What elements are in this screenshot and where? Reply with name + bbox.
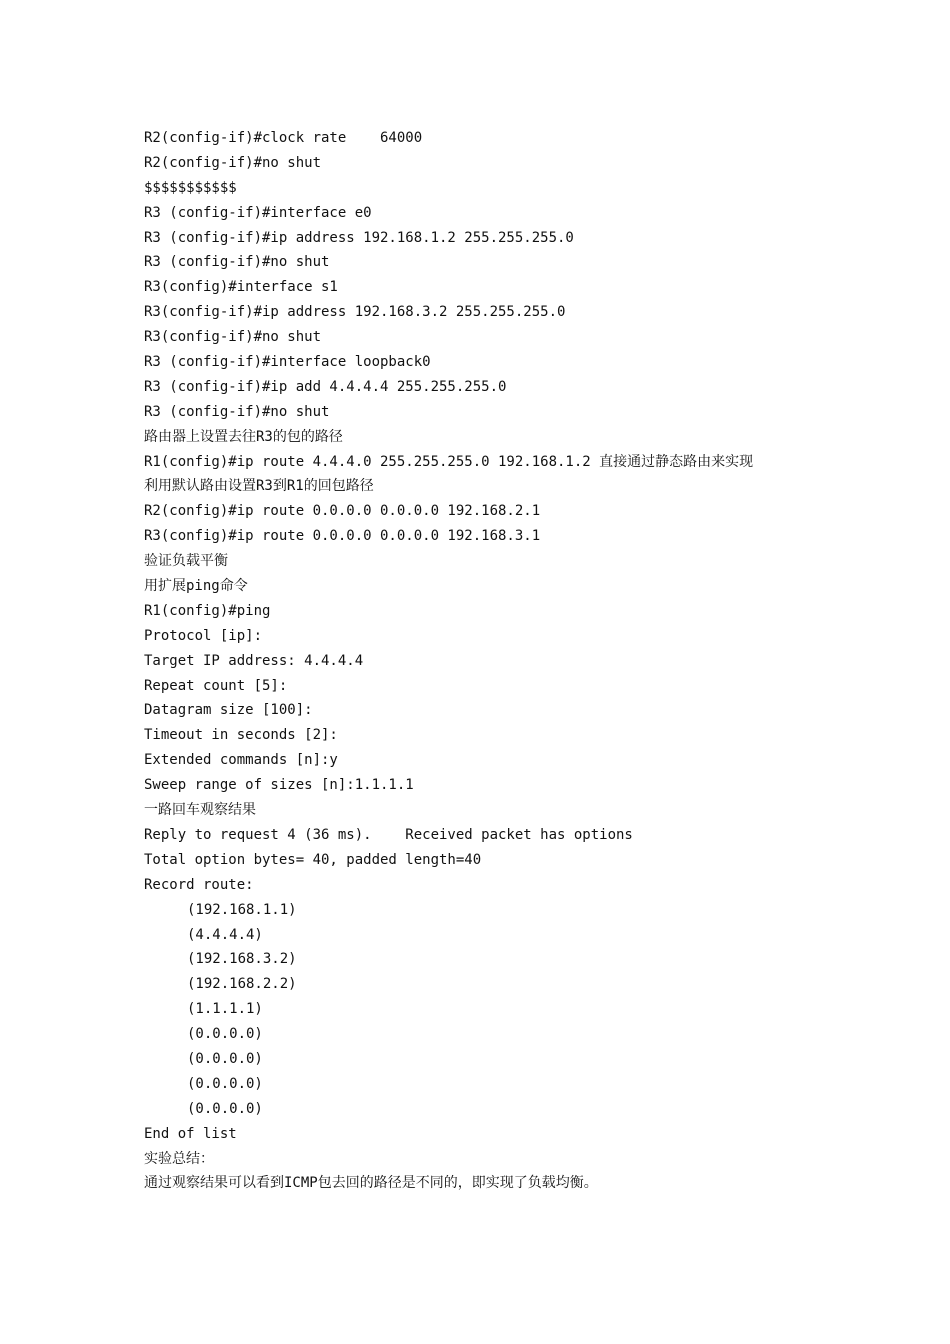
route-entry: (0.0.0.0) [187, 1050, 263, 1067]
text-line: R2(config-if)#no shut [144, 154, 322, 171]
route-entry: (192.168.2.2) [187, 976, 297, 993]
text-line: R3 (config-if)#no shut [144, 254, 330, 271]
text-line: R1(config)#ping [144, 602, 271, 619]
text-line: End of list [144, 1125, 237, 1142]
section-note: 实验总结： [144, 1150, 214, 1167]
text-line: R2(config-if)#clock rate 64000 [144, 130, 423, 146]
text-line: Timeout in seconds [2]: [144, 727, 338, 744]
text-line: R3 (config-if)#ip address 192.168.1.2 255.255.255.0 [144, 229, 574, 246]
text-line: R3 (config-if)#ip add 4.4.4.4 255.255.255.0 [144, 378, 507, 395]
section-note: 路由器上设置去往R3的包的路径 [144, 428, 343, 445]
section-note: 验证负载平衡 [144, 553, 228, 570]
text-line: Protocol [ip]: [144, 627, 263, 644]
text-line: R3 (config-if)#interface loopback0 [144, 354, 431, 371]
text-line: Sweep range of sizes [n]:1.1.1.1 [144, 777, 414, 794]
text-line: R3(config)#interface s1 [144, 279, 338, 296]
route-entry: (0.0.0.0) [187, 1100, 263, 1117]
text-line: R3(config-if)#ip address 192.168.3.2 255.255.255.0 [144, 304, 566, 321]
text-line: $$$$$$$$$$$ [144, 179, 237, 196]
text-line: Total option bytes= 40, padded length=40 [144, 851, 482, 868]
section-note: 用扩展ping命令 [144, 578, 248, 595]
text-line: R3(config-if)#no shut [144, 329, 322, 346]
text-line: R1(config)#ip route 4.4.4.0 255.255.255.0 192.168.1.2 直接通过静态路由来实现 [144, 453, 754, 470]
route-entry: (192.168.3.2) [187, 951, 297, 968]
document-body [144, 126, 844, 1196]
summary-text: 通过观察结果可以看到ICMP包去回的路径是不同的，即实现了负载均衡。 [144, 1175, 598, 1192]
text-line: Extended commands [n]:y [144, 752, 338, 769]
route-entry: (1.1.1.1) [187, 1001, 263, 1018]
text-line: Target IP address: 4.4.4.4 [144, 652, 364, 669]
text-line: R2(config)#ip route 0.0.0.0 0.0.0.0 192.168.2.1 [144, 503, 541, 520]
text-line: R3 (config-if)#interface e0 [144, 204, 372, 221]
route-entry: (4.4.4.4) [187, 926, 263, 943]
section-note: 一路回车观察结果 [144, 802, 256, 819]
text-line: Repeat count [5]: [144, 677, 288, 694]
text-line: Record route: [144, 876, 254, 893]
text-line: Datagram size [100]: [144, 702, 313, 719]
section-note: 利用默认路由设置R3到R1的回包路径 [144, 478, 374, 495]
text-line: R3(config)#ip route 0.0.0.0 0.0.0.0 192.168.3.1 [144, 528, 541, 545]
text-line: R3 (config-if)#no shut [144, 403, 330, 420]
route-entry: (0.0.0.0) [187, 1075, 263, 1092]
text-line: Reply to request 4 (36 ms). Received packet has options [144, 826, 633, 843]
route-entry: (0.0.0.0) [187, 1026, 263, 1043]
route-entry: (192.168.1.1) [187, 901, 297, 918]
